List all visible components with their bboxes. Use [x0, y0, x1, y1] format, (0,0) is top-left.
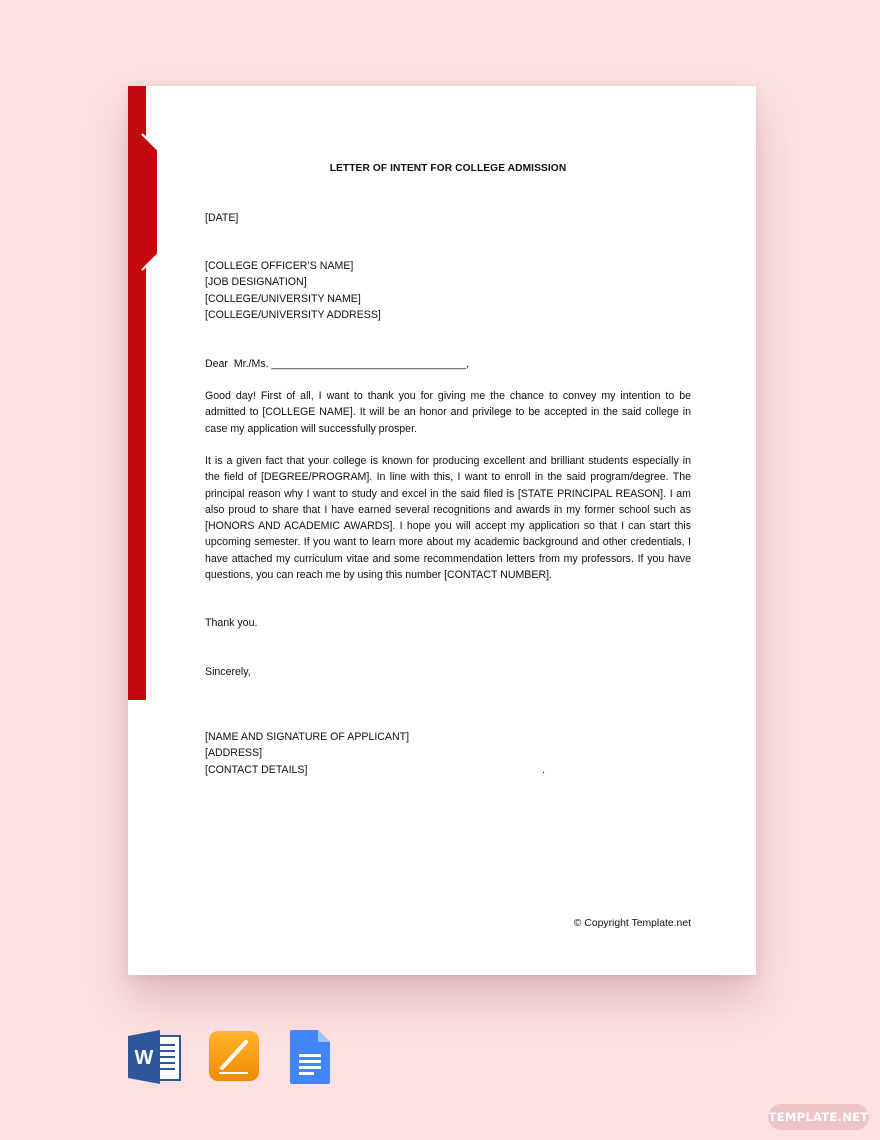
- signature-address: [ADDRESS]: [205, 747, 263, 760]
- trailing-dot: .: [542, 764, 546, 776]
- recipient-name: [COLLEGE OFFICER’S NAME]: [205, 260, 354, 272]
- word-icon[interactable]: [128, 1030, 182, 1084]
- svg-text:W: W: [134, 1047, 154, 1069]
- thanks-line: Thank you.: [205, 617, 258, 629]
- signature-name: [NAME AND SIGNATURE OF APPLICANT]: [205, 731, 410, 743]
- pages-icon[interactable]: [208, 1030, 260, 1084]
- recipient-designation: [JOB DESIGNATION]: [205, 276, 307, 289]
- google-docs-icon[interactable]: [290, 1030, 332, 1084]
- signature-block: [205, 729, 691, 778]
- template-net-badge[interactable]: TEMPLATE.NET: [768, 1104, 869, 1130]
- paragraph-intro: Good day! First of all, I want to thank you for giving me the chance to convey my intention to be admitted to [COLLEGE NAME]. It will be an honor and privilege to be accepted in the said college in case my application will successfully prosper.: [205, 390, 691, 435]
- ribbon-decoration: [128, 134, 160, 272]
- paragraph-body: It is a given fact that your college is known for producing excellent and brilliant students especially in the field of [DEGREE/PROGRAM]. In line with this, I want to enroll in the said program/degree. The principal reason why I want to study and excel in the said filed is [STATE PRINCIPAL REASON]. I am also proud to share that I have earned several recognitions and awards in my former school such as [HONORS AND ACADEMIC AWARDS]. I hope you will accept my application so that I can start this upcoming semester. If you want to learn more about my academic background and other credentials, I have attached my curriculum vitae and some recommendation letters from my professors. If you have questions, you can reach me by using this number [CONTACT NUMBER].: [205, 455, 691, 582]
- recipient-college: [COLLEGE/UNIVERSITY NAME]: [205, 292, 361, 305]
- signature-contact: [CONTACT DETAILS]: [205, 763, 308, 776]
- letter-title: LETTER OF INTENT FOR COLLEGE ADMISSION: [329, 163, 567, 174]
- recipient-block: [205, 258, 691, 323]
- date-line: [DATE]: [205, 212, 239, 224]
- closing-line: Sincerely,: [205, 666, 251, 678]
- recipient-address: [COLLEGE/UNIVERSITY ADDRESS]: [205, 308, 381, 321]
- salutation: Dear Mr./Ms. _________________________________,: [205, 358, 469, 370]
- document-page: [128, 86, 756, 975]
- copyright-notice: © Copyright Template.net: [573, 918, 691, 929]
